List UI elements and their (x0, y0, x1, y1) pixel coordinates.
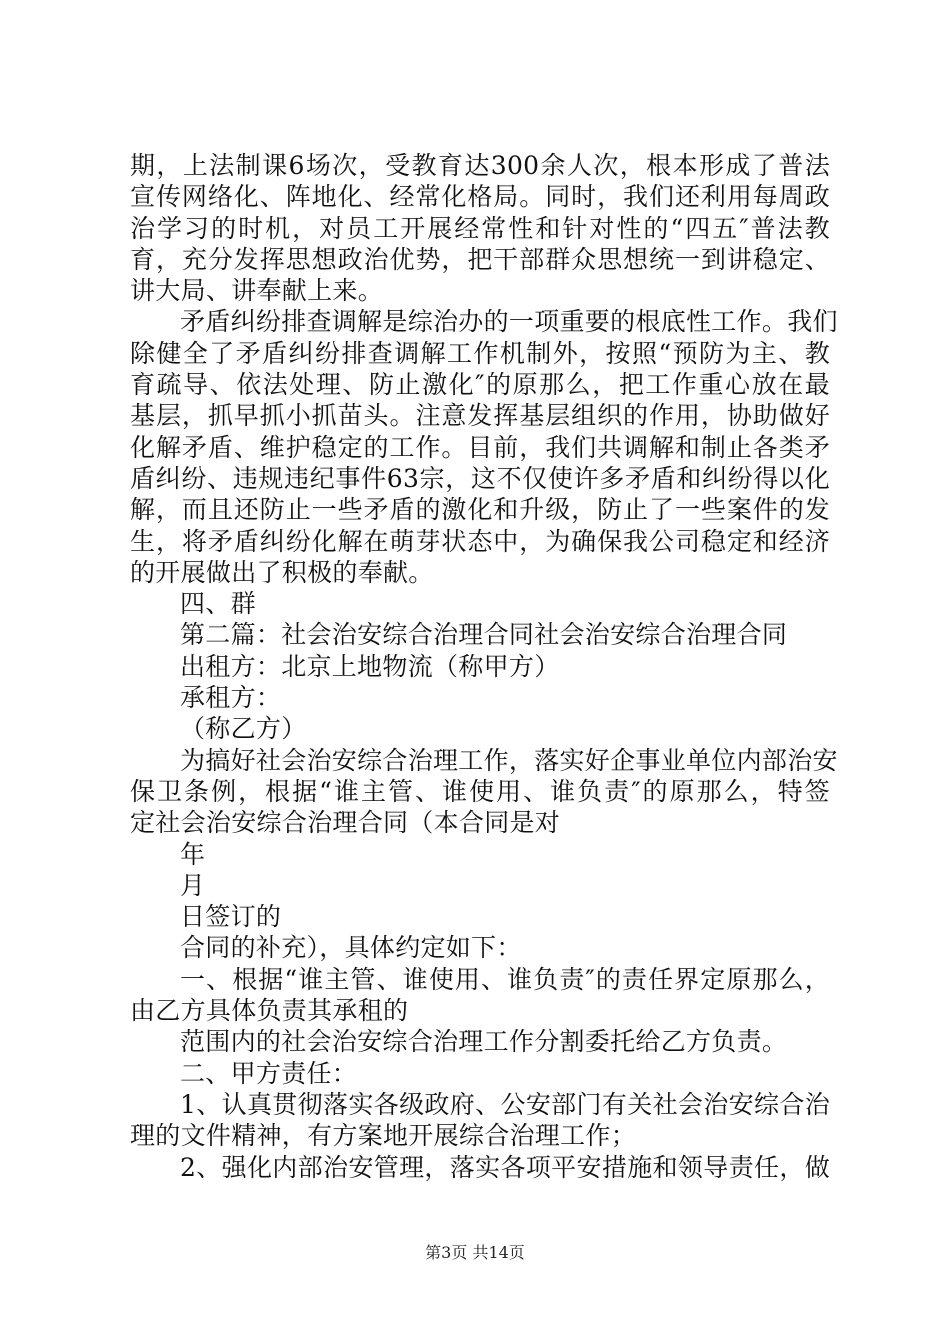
text-line: 解，而且还防止一些矛盾的激化和升级，防止了一些案件的发 (130, 495, 830, 525)
text-line: 期，上法制课6场次，受教育达300余人次，根本形成了普法 (130, 151, 830, 180)
text-line: 生，将矛盾纠纷化解在萌芽状态中，为确保我公司稳定和经济 (130, 526, 830, 556)
text-line: 理的文件精神，有方案地开展综合治理工作； (130, 1121, 637, 1151)
text-line: 治学习的时机，对员工开展经常性和针对性的“四五″普法教 (130, 213, 830, 243)
text-line: 化解矛盾、维护稳定的工作。目前，我们共调解和制止各类矛 (130, 432, 830, 462)
text-line: 范围内的社会治安综合治理工作分割委托给乙方负责。 (180, 1027, 788, 1057)
text-line: 出租方：北京上地物流（称甲方） (180, 651, 560, 681)
text-line: 保卫条例，根据“谁主管、谁使用、谁负责″的原那么，特签 (130, 776, 830, 806)
text-line: 矛盾纠纷排查调解是综治办的一项重要的根底性工作。我们 (180, 307, 838, 337)
text-line: 盾纠纷、违规违纪事件63宗，这不仅使许多矛盾和纠纷得以化 (130, 463, 830, 493)
text-line: 年 (180, 839, 206, 869)
text-line: 二、甲方责任： (180, 1058, 358, 1088)
page-number-label: 第3页 共14页 (425, 1243, 525, 1262)
text-line: 定社会治安综合治理合同（本合同是对 (130, 808, 561, 838)
text-line: 为搞好社会治安综合治理工作，落实好企事业单位内部治安 (180, 745, 838, 775)
text-line: 基层，抓早抓小抓苗头。注意发挥基层组织的作用，协助做好 (130, 401, 830, 431)
text-line: （称乙方） (180, 714, 307, 744)
text-line: 一、根据“谁主管、谁使用、谁负责″的责任界定原那么， (180, 964, 830, 994)
text-line: 由乙方具体负责其承租的 (130, 996, 409, 1026)
text-line: 育，充分发挥思想政治优势，把干部群众思想统一到讲稳定、 (130, 244, 830, 274)
text-line: 月 (180, 870, 206, 900)
text-line: 四、群 (180, 589, 256, 619)
text-line: 除健全了矛盾纠纷排查调解工作机制外，按照“预防为主、教 (130, 338, 830, 368)
text-line: 日签订的 (180, 902, 282, 932)
page-footer (0, 1240, 950, 1263)
text-line: 2、强化内部治安管理，落实各项平安措施和领导责任，做 (180, 1152, 830, 1182)
text-line: 1、认真贯彻落实各级政府、公安部门有关社会治安综合治 (180, 1089, 830, 1119)
text-line: 讲大局、讲奉献上来。 (130, 276, 384, 306)
text-line: 合同的补充），具体约定如下： (180, 933, 522, 963)
text-line: 宣传网络化、阵地化、经常化格局。同时，我们还利用每周政 (130, 182, 830, 212)
text-line: 的开展做出了积极的奉献。 (130, 557, 434, 587)
document-body (130, 150, 838, 1183)
text-line: 承租方： (180, 683, 282, 713)
text-line: 育疏导、依法处理、防止激化″的原那么，把工作重心放在最 (130, 370, 830, 400)
text-line: 第二篇：社会治安综合治理合同社会治安综合治理合同 (180, 620, 788, 650)
